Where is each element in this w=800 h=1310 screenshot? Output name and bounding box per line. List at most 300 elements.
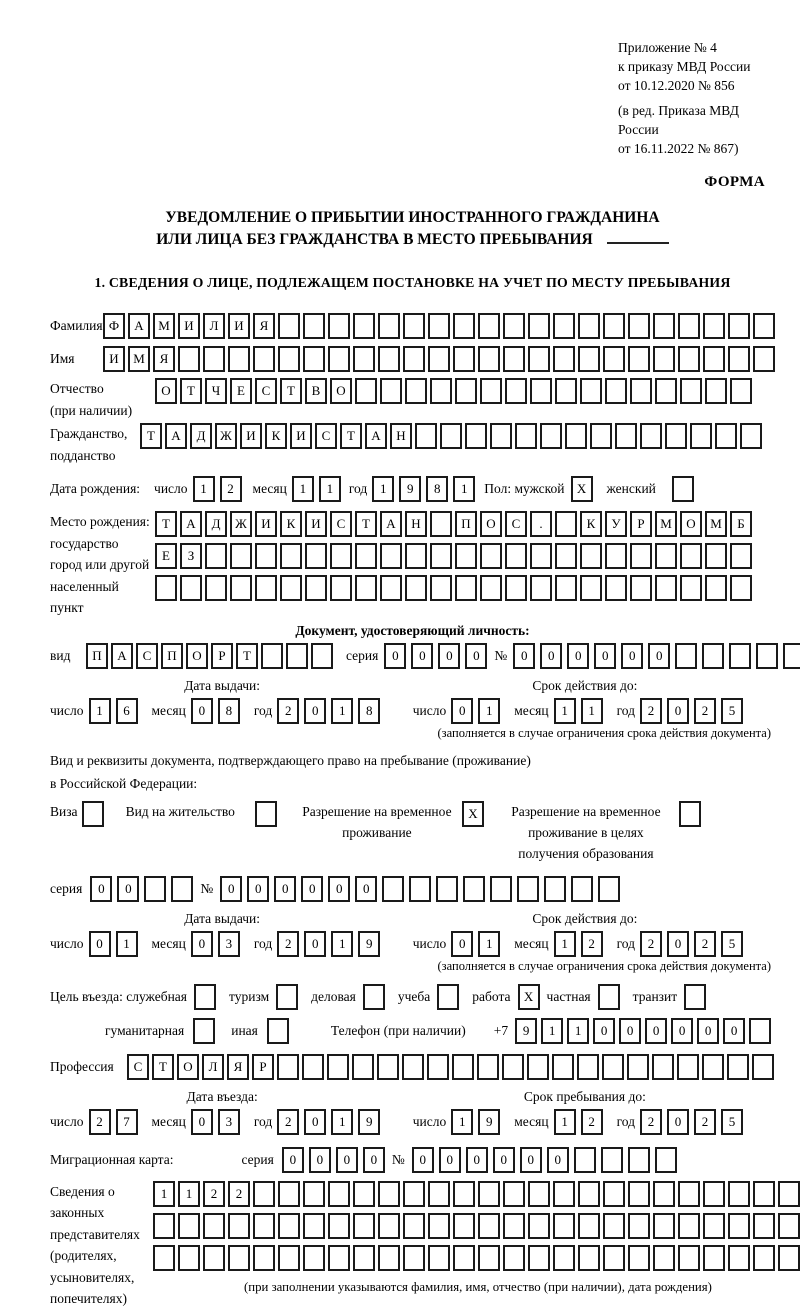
char-cell[interactable] bbox=[580, 378, 602, 404]
char-cell[interactable]: 0 bbox=[439, 1147, 461, 1173]
char-cell[interactable]: 3 bbox=[218, 931, 240, 957]
char-cell[interactable] bbox=[675, 643, 697, 669]
char-cell[interactable] bbox=[578, 1213, 600, 1239]
char-cell[interactable] bbox=[415, 423, 437, 449]
char-cell[interactable] bbox=[603, 1245, 625, 1271]
char-cell[interactable]: 2 bbox=[694, 698, 716, 724]
purpose-humanitarian-checkbox[interactable] bbox=[193, 1018, 215, 1044]
char-cell[interactable] bbox=[527, 1054, 549, 1080]
char-cell[interactable] bbox=[277, 1054, 299, 1080]
char-cell[interactable] bbox=[655, 1147, 677, 1173]
char-cell[interactable]: К bbox=[280, 511, 302, 537]
char-cell[interactable] bbox=[553, 346, 575, 372]
char-cell[interactable] bbox=[603, 1213, 625, 1239]
char-cell[interactable]: Е bbox=[230, 378, 252, 404]
char-cell[interactable] bbox=[302, 1054, 324, 1080]
char-cell[interactable] bbox=[678, 1181, 700, 1207]
char-cell[interactable]: 0 bbox=[667, 1109, 689, 1135]
char-cell[interactable] bbox=[602, 1054, 624, 1080]
char-cell[interactable] bbox=[378, 346, 400, 372]
char-cell[interactable] bbox=[480, 575, 502, 601]
char-cell[interactable] bbox=[678, 346, 700, 372]
char-cell[interactable] bbox=[355, 575, 377, 601]
char-cell[interactable] bbox=[571, 876, 593, 902]
char-cell[interactable] bbox=[678, 1245, 700, 1271]
char-cell[interactable]: И bbox=[228, 313, 250, 339]
purpose-tourism-checkbox[interactable] bbox=[276, 984, 298, 1010]
char-cell[interactable]: 0 bbox=[723, 1018, 745, 1044]
char-cell[interactable] bbox=[578, 1181, 600, 1207]
char-cell[interactable] bbox=[705, 543, 727, 569]
char-cell[interactable] bbox=[403, 1245, 425, 1271]
char-cell[interactable]: 0 bbox=[274, 876, 296, 902]
char-cell[interactable]: 1 bbox=[331, 931, 353, 957]
char-cell[interactable]: 5 bbox=[721, 931, 743, 957]
purpose-official-checkbox[interactable] bbox=[194, 984, 216, 1010]
char-cell[interactable]: И bbox=[290, 423, 312, 449]
char-cell[interactable] bbox=[505, 378, 527, 404]
char-cell[interactable] bbox=[428, 346, 450, 372]
char-cell[interactable] bbox=[405, 575, 427, 601]
char-cell[interactable] bbox=[630, 378, 652, 404]
char-cell[interactable]: 1 bbox=[567, 1018, 589, 1044]
char-cell[interactable]: 1 bbox=[478, 931, 500, 957]
char-cell[interactable]: 2 bbox=[640, 931, 662, 957]
char-cell[interactable]: О bbox=[330, 378, 352, 404]
char-cell[interactable]: 8 bbox=[218, 698, 240, 724]
char-cell[interactable]: Т bbox=[355, 511, 377, 537]
char-cell[interactable] bbox=[580, 575, 602, 601]
char-cell[interactable]: 3 bbox=[218, 1109, 240, 1135]
char-cell[interactable]: А bbox=[180, 511, 202, 537]
char-cell[interactable] bbox=[405, 543, 427, 569]
char-cell[interactable] bbox=[705, 378, 727, 404]
char-cell[interactable]: 0 bbox=[451, 931, 473, 957]
char-cell[interactable] bbox=[328, 1181, 350, 1207]
char-cell[interactable] bbox=[463, 876, 485, 902]
char-cell[interactable] bbox=[653, 1213, 675, 1239]
char-cell[interactable]: Ф bbox=[103, 313, 125, 339]
char-cell[interactable] bbox=[478, 313, 500, 339]
char-cell[interactable] bbox=[352, 1054, 374, 1080]
char-cell[interactable] bbox=[555, 575, 577, 601]
char-cell[interactable]: 7 bbox=[116, 1109, 138, 1135]
char-cell[interactable]: 2 bbox=[228, 1181, 250, 1207]
char-cell[interactable]: А bbox=[365, 423, 387, 449]
char-cell[interactable]: 2 bbox=[277, 1109, 299, 1135]
char-cell[interactable]: 0 bbox=[304, 1109, 326, 1135]
char-cell[interactable] bbox=[328, 1245, 350, 1271]
char-cell[interactable] bbox=[555, 378, 577, 404]
char-cell[interactable] bbox=[403, 1181, 425, 1207]
char-cell[interactable]: В bbox=[305, 378, 327, 404]
char-cell[interactable]: 0 bbox=[619, 1018, 641, 1044]
char-cell[interactable] bbox=[580, 543, 602, 569]
char-cell[interactable] bbox=[205, 543, 227, 569]
char-cell[interactable]: И bbox=[103, 346, 125, 372]
char-cell[interactable] bbox=[628, 1213, 650, 1239]
purpose-private-checkbox[interactable] bbox=[598, 984, 620, 1010]
char-cell[interactable] bbox=[153, 1245, 175, 1271]
char-cell[interactable] bbox=[478, 1245, 500, 1271]
char-cell[interactable] bbox=[378, 1213, 400, 1239]
char-cell[interactable] bbox=[553, 1245, 575, 1271]
char-cell[interactable] bbox=[528, 346, 550, 372]
char-cell[interactable]: 1 bbox=[554, 698, 576, 724]
char-cell[interactable]: Н bbox=[390, 423, 412, 449]
char-cell[interactable] bbox=[749, 1018, 771, 1044]
char-cell[interactable]: А bbox=[111, 643, 133, 669]
char-cell[interactable]: 0 bbox=[438, 643, 460, 669]
char-cell[interactable]: 8 bbox=[426, 476, 448, 502]
char-cell[interactable]: 2 bbox=[277, 698, 299, 724]
char-cell[interactable]: 0 bbox=[547, 1147, 569, 1173]
char-cell[interactable] bbox=[228, 1213, 250, 1239]
char-cell[interactable]: 8 bbox=[358, 698, 380, 724]
char-cell[interactable]: . bbox=[530, 511, 552, 537]
char-cell[interactable]: 0 bbox=[697, 1018, 719, 1044]
char-cell[interactable] bbox=[330, 543, 352, 569]
char-cell[interactable] bbox=[478, 1181, 500, 1207]
char-cell[interactable] bbox=[253, 1181, 275, 1207]
char-cell[interactable] bbox=[678, 313, 700, 339]
char-cell[interactable]: Б bbox=[730, 511, 752, 537]
char-cell[interactable] bbox=[427, 1054, 449, 1080]
char-cell[interactable]: 0 bbox=[384, 643, 406, 669]
char-cell[interactable]: 0 bbox=[247, 876, 269, 902]
char-cell[interactable] bbox=[280, 575, 302, 601]
char-cell[interactable] bbox=[503, 1213, 525, 1239]
char-cell[interactable] bbox=[552, 1054, 574, 1080]
char-cell[interactable]: Т bbox=[140, 423, 162, 449]
char-cell[interactable] bbox=[703, 313, 725, 339]
purpose-other-checkbox[interactable] bbox=[267, 1018, 289, 1044]
char-cell[interactable] bbox=[530, 543, 552, 569]
char-cell[interactable]: 0 bbox=[465, 643, 487, 669]
option-temp-residence-checkbox[interactable]: X bbox=[462, 801, 484, 827]
char-cell[interactable] bbox=[530, 378, 552, 404]
char-cell[interactable] bbox=[605, 378, 627, 404]
char-cell[interactable] bbox=[574, 1147, 596, 1173]
char-cell[interactable] bbox=[702, 643, 724, 669]
char-cell[interactable] bbox=[630, 575, 652, 601]
char-cell[interactable] bbox=[255, 575, 277, 601]
char-cell[interactable]: Т bbox=[180, 378, 202, 404]
char-cell[interactable] bbox=[655, 378, 677, 404]
char-cell[interactable] bbox=[528, 313, 550, 339]
char-cell[interactable] bbox=[778, 1213, 800, 1239]
char-cell[interactable] bbox=[665, 423, 687, 449]
char-cell[interactable]: 9 bbox=[478, 1109, 500, 1135]
char-cell[interactable]: С bbox=[330, 511, 352, 537]
char-cell[interactable] bbox=[171, 876, 193, 902]
char-cell[interactable]: 1 bbox=[292, 476, 314, 502]
char-cell[interactable]: Т bbox=[236, 643, 258, 669]
char-cell[interactable] bbox=[605, 543, 627, 569]
char-cell[interactable]: 1 bbox=[178, 1181, 200, 1207]
char-cell[interactable] bbox=[428, 313, 450, 339]
char-cell[interactable] bbox=[578, 346, 600, 372]
char-cell[interactable]: 1 bbox=[372, 476, 394, 502]
char-cell[interactable]: 0 bbox=[513, 643, 535, 669]
char-cell[interactable]: Я bbox=[153, 346, 175, 372]
char-cell[interactable] bbox=[603, 313, 625, 339]
char-cell[interactable] bbox=[378, 313, 400, 339]
char-cell[interactable] bbox=[303, 346, 325, 372]
char-cell[interactable]: Я bbox=[227, 1054, 249, 1080]
char-cell[interactable]: 0 bbox=[304, 698, 326, 724]
char-cell[interactable]: 0 bbox=[671, 1018, 693, 1044]
char-cell[interactable] bbox=[452, 1054, 474, 1080]
char-cell[interactable] bbox=[303, 1213, 325, 1239]
char-cell[interactable] bbox=[205, 575, 227, 601]
char-cell[interactable]: 0 bbox=[304, 931, 326, 957]
char-cell[interactable] bbox=[403, 1213, 425, 1239]
char-cell[interactable]: 0 bbox=[667, 931, 689, 957]
char-cell[interactable] bbox=[605, 575, 627, 601]
char-cell[interactable]: 2 bbox=[277, 931, 299, 957]
char-cell[interactable]: И bbox=[255, 511, 277, 537]
char-cell[interactable] bbox=[590, 423, 612, 449]
char-cell[interactable] bbox=[278, 313, 300, 339]
char-cell[interactable] bbox=[203, 346, 225, 372]
char-cell[interactable] bbox=[253, 346, 275, 372]
char-cell[interactable]: Ч bbox=[205, 378, 227, 404]
char-cell[interactable]: Ж bbox=[215, 423, 237, 449]
char-cell[interactable]: Я bbox=[253, 313, 275, 339]
char-cell[interactable] bbox=[203, 1213, 225, 1239]
char-cell[interactable]: 2 bbox=[220, 476, 242, 502]
char-cell[interactable]: 1 bbox=[331, 698, 353, 724]
char-cell[interactable] bbox=[653, 1181, 675, 1207]
char-cell[interactable] bbox=[703, 1181, 725, 1207]
char-cell[interactable] bbox=[328, 346, 350, 372]
char-cell[interactable]: М bbox=[128, 346, 150, 372]
char-cell[interactable]: 0 bbox=[648, 643, 670, 669]
char-cell[interactable]: 1 bbox=[581, 698, 603, 724]
char-cell[interactable]: 2 bbox=[640, 698, 662, 724]
option-visa-checkbox[interactable] bbox=[82, 801, 104, 827]
char-cell[interactable] bbox=[728, 313, 750, 339]
char-cell[interactable]: 0 bbox=[466, 1147, 488, 1173]
char-cell[interactable] bbox=[740, 423, 762, 449]
char-cell[interactable] bbox=[230, 543, 252, 569]
char-cell[interactable] bbox=[690, 423, 712, 449]
char-cell[interactable]: Р bbox=[252, 1054, 274, 1080]
char-cell[interactable] bbox=[353, 1245, 375, 1271]
char-cell[interactable]: 1 bbox=[554, 1109, 576, 1135]
char-cell[interactable] bbox=[503, 1181, 525, 1207]
char-cell[interactable] bbox=[305, 543, 327, 569]
option-temp-residence-education-checkbox[interactable] bbox=[679, 801, 701, 827]
char-cell[interactable] bbox=[178, 346, 200, 372]
char-cell[interactable] bbox=[328, 1213, 350, 1239]
char-cell[interactable] bbox=[402, 1054, 424, 1080]
char-cell[interactable] bbox=[653, 346, 675, 372]
char-cell[interactable] bbox=[615, 423, 637, 449]
char-cell[interactable]: С bbox=[136, 643, 158, 669]
char-cell[interactable]: 0 bbox=[117, 876, 139, 902]
purpose-study-checkbox[interactable] bbox=[437, 984, 459, 1010]
char-cell[interactable] bbox=[155, 575, 177, 601]
char-cell[interactable] bbox=[261, 643, 283, 669]
char-cell[interactable]: 1 bbox=[453, 476, 475, 502]
char-cell[interactable]: 5 bbox=[721, 1109, 743, 1135]
char-cell[interactable]: П bbox=[455, 511, 477, 537]
char-cell[interactable] bbox=[409, 876, 431, 902]
char-cell[interactable]: 9 bbox=[358, 1109, 380, 1135]
char-cell[interactable]: 1 bbox=[451, 1109, 473, 1135]
char-cell[interactable]: 0 bbox=[621, 643, 643, 669]
char-cell[interactable] bbox=[503, 346, 525, 372]
char-cell[interactable]: 0 bbox=[520, 1147, 542, 1173]
char-cell[interactable]: О bbox=[480, 511, 502, 537]
char-cell[interactable] bbox=[353, 346, 375, 372]
char-cell[interactable] bbox=[565, 423, 587, 449]
char-cell[interactable]: Т bbox=[155, 511, 177, 537]
char-cell[interactable] bbox=[228, 346, 250, 372]
char-cell[interactable]: 9 bbox=[399, 476, 421, 502]
char-cell[interactable] bbox=[278, 1181, 300, 1207]
purpose-business-checkbox[interactable] bbox=[363, 984, 385, 1010]
char-cell[interactable] bbox=[455, 378, 477, 404]
char-cell[interactable] bbox=[555, 511, 577, 537]
char-cell[interactable] bbox=[728, 1181, 750, 1207]
char-cell[interactable]: 0 bbox=[309, 1147, 331, 1173]
char-cell[interactable] bbox=[628, 346, 650, 372]
char-cell[interactable]: 0 bbox=[191, 1109, 213, 1135]
char-cell[interactable] bbox=[680, 575, 702, 601]
purpose-work-checkbox[interactable]: X bbox=[518, 984, 540, 1010]
char-cell[interactable] bbox=[703, 1213, 725, 1239]
char-cell[interactable]: 2 bbox=[640, 1109, 662, 1135]
purpose-transit-checkbox[interactable] bbox=[684, 984, 706, 1010]
sex-female-checkbox[interactable] bbox=[672, 476, 694, 502]
char-cell[interactable]: С bbox=[127, 1054, 149, 1080]
char-cell[interactable] bbox=[530, 575, 552, 601]
char-cell[interactable] bbox=[330, 575, 352, 601]
char-cell[interactable] bbox=[153, 1213, 175, 1239]
char-cell[interactable] bbox=[303, 1245, 325, 1271]
char-cell[interactable] bbox=[278, 346, 300, 372]
char-cell[interactable] bbox=[255, 543, 277, 569]
char-cell[interactable]: Р bbox=[630, 511, 652, 537]
char-cell[interactable] bbox=[655, 543, 677, 569]
char-cell[interactable]: С bbox=[505, 511, 527, 537]
char-cell[interactable] bbox=[465, 423, 487, 449]
char-cell[interactable] bbox=[729, 643, 751, 669]
char-cell[interactable] bbox=[178, 1213, 200, 1239]
char-cell[interactable] bbox=[480, 543, 502, 569]
char-cell[interactable]: Т bbox=[340, 423, 362, 449]
char-cell[interactable] bbox=[655, 575, 677, 601]
char-cell[interactable] bbox=[730, 575, 752, 601]
char-cell[interactable] bbox=[783, 643, 800, 669]
char-cell[interactable]: 0 bbox=[493, 1147, 515, 1173]
char-cell[interactable]: 0 bbox=[355, 876, 377, 902]
char-cell[interactable] bbox=[553, 313, 575, 339]
char-cell[interactable] bbox=[405, 378, 427, 404]
char-cell[interactable] bbox=[382, 876, 404, 902]
char-cell[interactable] bbox=[553, 1181, 575, 1207]
char-cell[interactable] bbox=[680, 378, 702, 404]
char-cell[interactable] bbox=[453, 346, 475, 372]
char-cell[interactable]: Л bbox=[203, 313, 225, 339]
char-cell[interactable] bbox=[503, 1245, 525, 1271]
char-cell[interactable] bbox=[603, 1181, 625, 1207]
char-cell[interactable] bbox=[628, 1147, 650, 1173]
char-cell[interactable] bbox=[303, 313, 325, 339]
char-cell[interactable]: А bbox=[128, 313, 150, 339]
char-cell[interactable]: Е bbox=[155, 543, 177, 569]
char-cell[interactable] bbox=[702, 1054, 724, 1080]
char-cell[interactable] bbox=[428, 1213, 450, 1239]
char-cell[interactable]: У bbox=[605, 511, 627, 537]
char-cell[interactable]: Н bbox=[405, 511, 427, 537]
char-cell[interactable] bbox=[652, 1054, 674, 1080]
char-cell[interactable] bbox=[253, 1213, 275, 1239]
char-cell[interactable]: С bbox=[315, 423, 337, 449]
char-cell[interactable]: 9 bbox=[358, 931, 380, 957]
char-cell[interactable] bbox=[578, 1245, 600, 1271]
char-cell[interactable] bbox=[703, 346, 725, 372]
char-cell[interactable]: И bbox=[240, 423, 262, 449]
char-cell[interactable]: 0 bbox=[336, 1147, 358, 1173]
char-cell[interactable] bbox=[603, 346, 625, 372]
char-cell[interactable] bbox=[230, 575, 252, 601]
char-cell[interactable] bbox=[653, 1245, 675, 1271]
char-cell[interactable]: 1 bbox=[541, 1018, 563, 1044]
char-cell[interactable] bbox=[528, 1181, 550, 1207]
char-cell[interactable]: 0 bbox=[191, 698, 213, 724]
char-cell[interactable]: 0 bbox=[282, 1147, 304, 1173]
char-cell[interactable] bbox=[598, 876, 620, 902]
sex-male-checkbox[interactable]: X bbox=[571, 476, 593, 502]
char-cell[interactable]: 0 bbox=[540, 643, 562, 669]
char-cell[interactable]: 0 bbox=[645, 1018, 667, 1044]
char-cell[interactable] bbox=[286, 643, 308, 669]
char-cell[interactable] bbox=[377, 1054, 399, 1080]
char-cell[interactable] bbox=[453, 1245, 475, 1271]
char-cell[interactable] bbox=[753, 346, 775, 372]
char-cell[interactable] bbox=[428, 1181, 450, 1207]
char-cell[interactable] bbox=[253, 1245, 275, 1271]
char-cell[interactable]: 1 bbox=[319, 476, 341, 502]
char-cell[interactable]: С bbox=[255, 378, 277, 404]
char-cell[interactable]: 1 bbox=[116, 931, 138, 957]
char-cell[interactable]: О bbox=[186, 643, 208, 669]
char-cell[interactable]: Т bbox=[152, 1054, 174, 1080]
char-cell[interactable] bbox=[436, 876, 458, 902]
char-cell[interactable] bbox=[430, 378, 452, 404]
char-cell[interactable] bbox=[378, 1245, 400, 1271]
char-cell[interactable] bbox=[544, 876, 566, 902]
char-cell[interactable]: 0 bbox=[90, 876, 112, 902]
char-cell[interactable] bbox=[528, 1213, 550, 1239]
char-cell[interactable]: 2 bbox=[581, 1109, 603, 1135]
char-cell[interactable] bbox=[728, 1245, 750, 1271]
char-cell[interactable]: О bbox=[177, 1054, 199, 1080]
char-cell[interactable]: 1 bbox=[153, 1181, 175, 1207]
char-cell[interactable] bbox=[430, 575, 452, 601]
char-cell[interactable]: М bbox=[655, 511, 677, 537]
char-cell[interactable] bbox=[753, 1181, 775, 1207]
char-cell[interactable]: 1 bbox=[193, 476, 215, 502]
char-cell[interactable] bbox=[403, 346, 425, 372]
char-cell[interactable] bbox=[778, 1181, 800, 1207]
char-cell[interactable]: 5 bbox=[721, 698, 743, 724]
char-cell[interactable]: О bbox=[155, 378, 177, 404]
